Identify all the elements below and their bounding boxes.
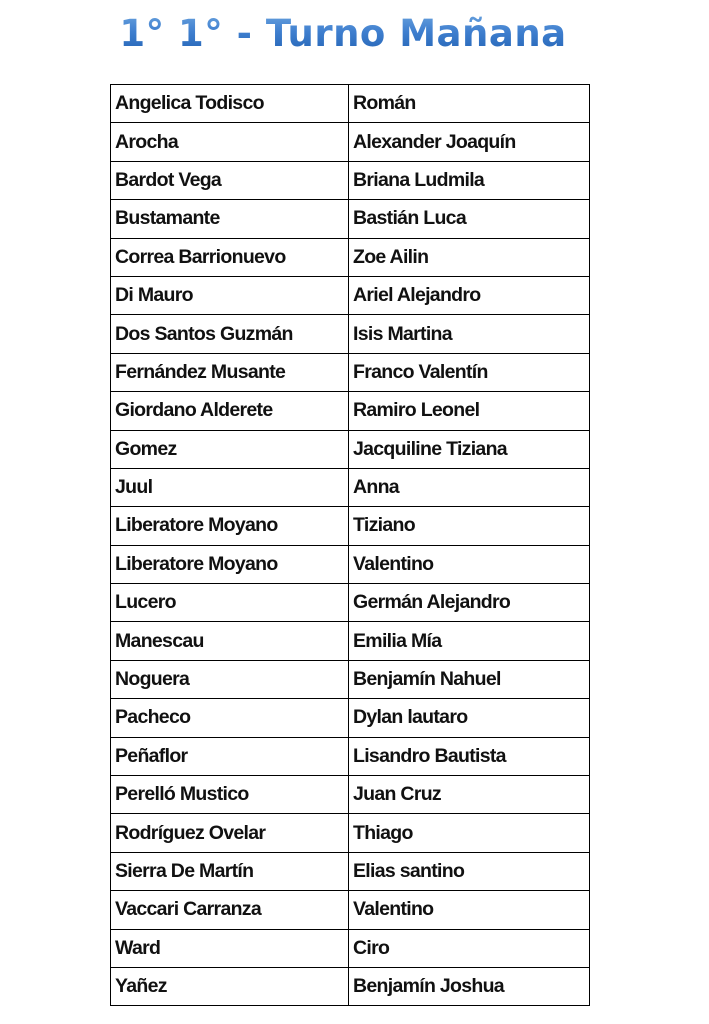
first-name-cell: Benjamín Joshua bbox=[349, 967, 590, 1005]
surname-cell: Noguera bbox=[111, 660, 349, 698]
surname-cell: Bardot Vega bbox=[111, 161, 349, 199]
table-row bbox=[111, 430, 590, 468]
first-name-cell: Isis Martina bbox=[349, 315, 590, 353]
table-row bbox=[111, 468, 590, 506]
surname-cell: Sierra De Martín bbox=[111, 852, 349, 890]
first-name-cell: Emilia Mía bbox=[349, 622, 590, 660]
surname-cell: Ward bbox=[111, 929, 349, 967]
surname-cell: Di Mauro bbox=[111, 276, 349, 314]
table-row bbox=[111, 776, 590, 814]
table-row bbox=[111, 392, 590, 430]
table-row bbox=[111, 123, 590, 161]
first-name-cell: Anna bbox=[349, 468, 590, 506]
first-name-cell: Valentino bbox=[349, 545, 590, 583]
first-name-cell: Román bbox=[349, 85, 590, 123]
surname-cell: Giordano Alderete bbox=[111, 392, 349, 430]
first-name-cell: Lisandro Bautista bbox=[349, 737, 590, 775]
first-name-cell: Bastián Luca bbox=[349, 200, 590, 238]
surname-cell: Yañez bbox=[111, 967, 349, 1005]
table-row bbox=[111, 238, 590, 276]
first-name-cell: Franco Valentín bbox=[349, 353, 590, 391]
table-row bbox=[111, 967, 590, 1005]
surname-cell: Fernández Musante bbox=[111, 353, 349, 391]
page-title: 1° 1° - Turno Mañana bbox=[0, 10, 686, 58]
first-name-cell: Ramiro Leonel bbox=[349, 392, 590, 430]
table-row bbox=[111, 161, 590, 199]
surname-cell: Correa Barrionuevo bbox=[111, 238, 349, 276]
surname-cell: Juul bbox=[111, 468, 349, 506]
surname-cell: Vaccari Carranza bbox=[111, 891, 349, 929]
table-row bbox=[111, 929, 590, 967]
table-row bbox=[111, 276, 590, 314]
table-row bbox=[111, 622, 590, 660]
table-row bbox=[111, 852, 590, 890]
first-name-cell: Benjamín Nahuel bbox=[349, 660, 590, 698]
student-roster-body bbox=[111, 85, 590, 1006]
table-row bbox=[111, 891, 590, 929]
first-name-cell: Briana Ludmila bbox=[349, 161, 590, 199]
first-name-cell: Thiago bbox=[349, 814, 590, 852]
surname-cell: Gomez bbox=[111, 430, 349, 468]
table-row bbox=[111, 814, 590, 852]
table-row bbox=[111, 584, 590, 622]
table-row bbox=[111, 660, 590, 698]
surname-cell: Bustamante bbox=[111, 200, 349, 238]
first-name-cell: Ariel Alejandro bbox=[349, 276, 590, 314]
surname-cell: Angelica Todisco bbox=[111, 85, 349, 123]
first-name-cell: Zoe Ailin bbox=[349, 238, 590, 276]
surname-cell: Rodríguez Ovelar bbox=[111, 814, 349, 852]
table-row bbox=[111, 737, 590, 775]
surname-cell: Arocha bbox=[111, 123, 349, 161]
table-row bbox=[111, 200, 590, 238]
first-name-cell: Tiziano bbox=[349, 507, 590, 545]
surname-cell: Manescau bbox=[111, 622, 349, 660]
table-row bbox=[111, 699, 590, 737]
first-name-cell: Jacquiline Tiziana bbox=[349, 430, 590, 468]
student-roster-table bbox=[110, 84, 590, 1006]
first-name-cell: Alexander Joaquín bbox=[349, 123, 590, 161]
surname-cell: Pacheco bbox=[111, 699, 349, 737]
first-name-cell: Valentino bbox=[349, 891, 590, 929]
first-name-cell: Juan Cruz bbox=[349, 776, 590, 814]
table-row bbox=[111, 545, 590, 583]
table-row bbox=[111, 353, 590, 391]
surname-cell: Perelló Mustico bbox=[111, 776, 349, 814]
first-name-cell: Dylan lautaro bbox=[349, 699, 590, 737]
first-name-cell: Elias santino bbox=[349, 852, 590, 890]
surname-cell: Lucero bbox=[111, 584, 349, 622]
surname-cell: Dos Santos Guzmán bbox=[111, 315, 349, 353]
surname-cell: Liberatore Moyano bbox=[111, 507, 349, 545]
table-row bbox=[111, 85, 590, 123]
table-row bbox=[111, 315, 590, 353]
surname-cell: Peñaflor bbox=[111, 737, 349, 775]
table-row bbox=[111, 507, 590, 545]
first-name-cell: Ciro bbox=[349, 929, 590, 967]
first-name-cell: Germán Alejandro bbox=[349, 584, 590, 622]
surname-cell: Liberatore Moyano bbox=[111, 545, 349, 583]
